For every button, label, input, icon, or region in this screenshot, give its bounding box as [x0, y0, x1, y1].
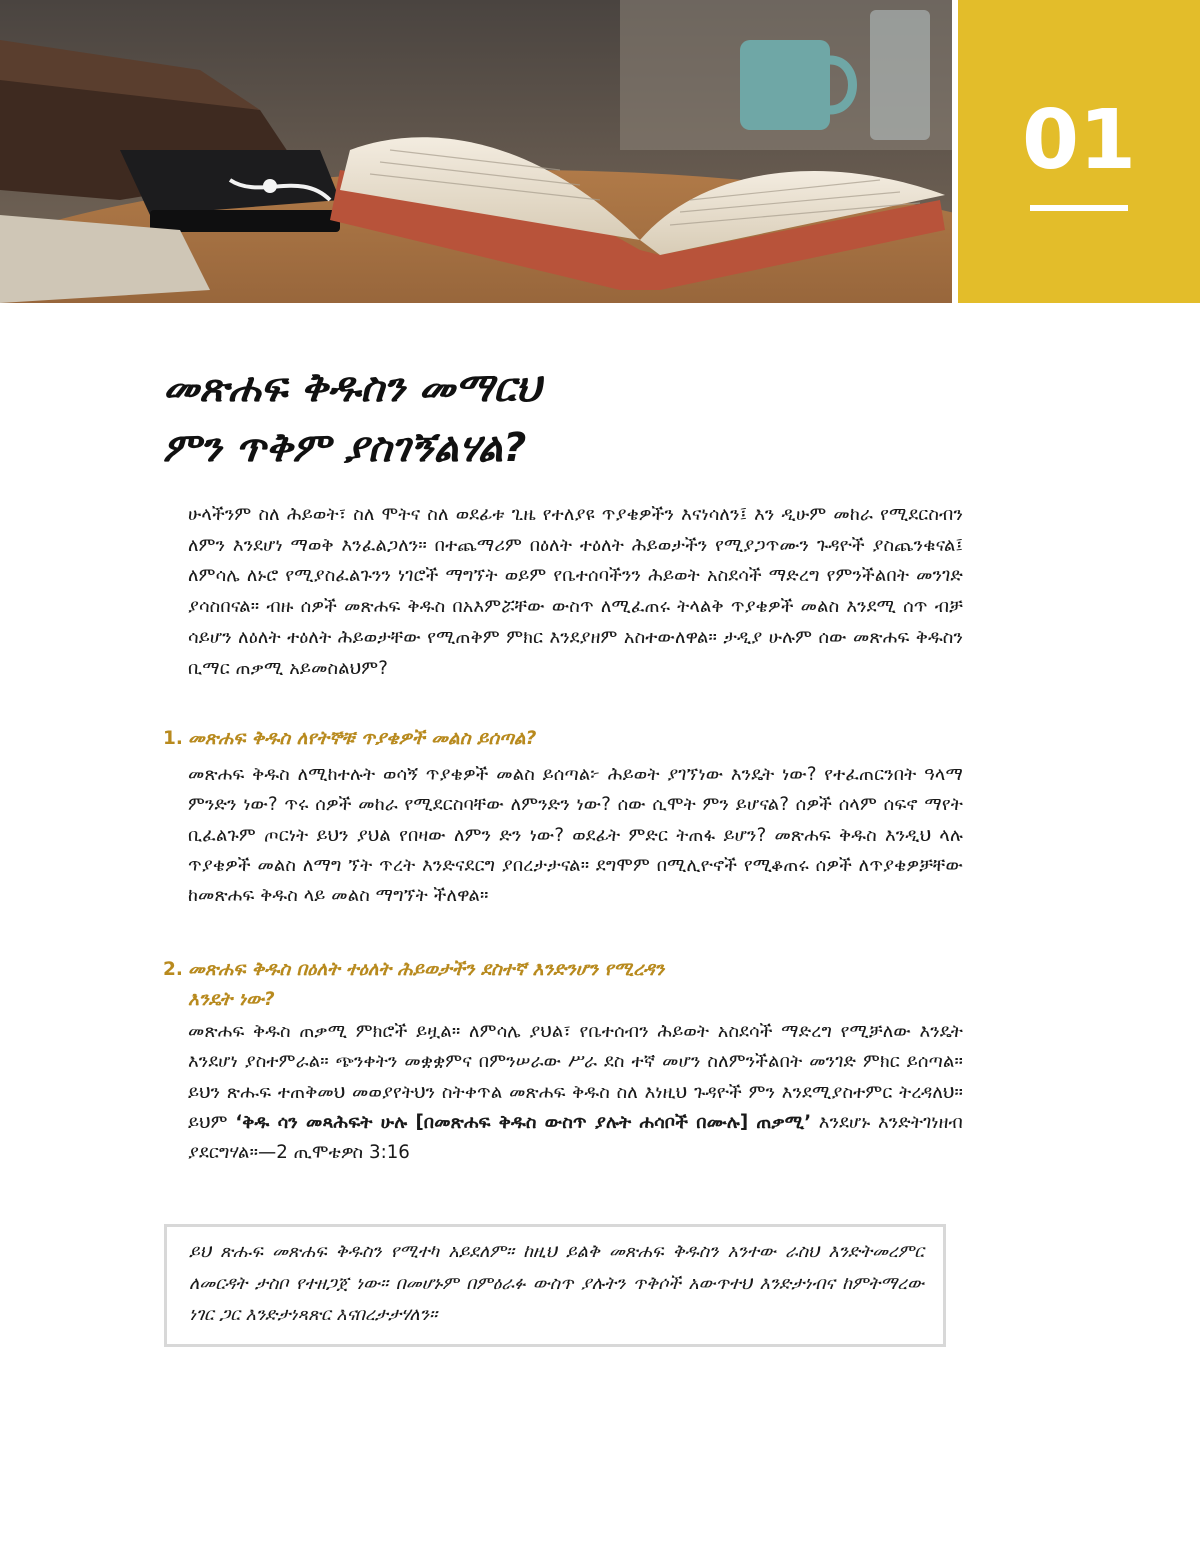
- question-heading-2: [163, 955, 963, 1015]
- chapter-number-box: [958, 0, 1200, 303]
- chapter-number: 01: [1021, 93, 1137, 188]
- note-box: [164, 1224, 946, 1347]
- page-title-line-2: ምን ጥቅም ያስገኝልሃል?: [163, 425, 527, 471]
- question-number: 2.: [163, 959, 183, 980]
- question-heading-text-line-2: እንዴት ነው?: [188, 989, 275, 1010]
- note-text: ይህ ጽሑፍ መጽሐፍ ቅዱስን የሚተካ አይደለም። ከዚህ ይልቅ መጽሐፍ ቅዱስን አንተው ራስህ እንድትመረምር ለመርዳት ታስቦ የተዘጋጀ ነው። በመሆኑም በምዕራፉ ውስጥ ያሉትን ጥቅሶች አውጥተህ እንድታነብና ከምትማረው ነገር ጋር እንድታነጻጽር እናበረታታሃለን።: [189, 1242, 924, 1325]
- question-heading-1: [163, 724, 963, 754]
- answer-paragraph-2: [188, 1017, 963, 1168]
- chapter-number-underline: [1030, 205, 1128, 211]
- question-heading-text: መጽሐፍ ቅዱስ በዕለት ተዕለት ሕይወታችን ደስተኛ እንድንሆን የሚረዳን: [188, 959, 665, 980]
- scripture-quote: ‘ቅዱ ሳን መጻሕፍት ሁሉ [በመጽሐፍ ቅዱስ ውስጥ ያሉት ሐሳቦች በሙሉ] ጠቃሚ’: [235, 1111, 812, 1133]
- open-bible-illustration: [0, 0, 952, 303]
- answer-text-end: እንደሆኑ እንድትገነዘብ ያደርግሃል።—2 ጢሞቴዎስ 3:16: [188, 1111, 963, 1164]
- answer-paragraph-1: መጽሐፍ ቅዱስ ለሚከተሉት ወሳኝ ጥያቄዎች መልስ ይሰጣል፦ ሕይወት ያገኘነው እንዴት ነው? የተፈጠርንበት ዓላማ ምንድን ነው? ጥሩ ሰዎች መከራ የሚደርስባቸው ለምንድን ነው? ሰው ሲሞት ምን ይሆናል? ሰዎች ሰላም ሰፍኖ ማየት ቢፈልጉም ጦርነት ይህን ያህል የበዛው ለምን ድን ነው? ወደፊት ምድር ትጠፋ ይሆን? መጽሐፍ ቅዱስ እንዲህ ላሉ ጥያቄዎች መልስ ለማግ ኘት ጥረት እንድናደርግ ያበረታታናል። ደግሞም በሚሊዮኖች የሚቆጠሩ ሰዎች ለጥያቄዎቻቸው ከመጽሐፍ ቅዱስ ላይ መልስ ማግኘት ችለዋል።: [188, 764, 963, 907]
- page-title: [163, 358, 963, 478]
- question-heading-text: መጽሐፍ ቅዱስ ለየትኞቹ ጥያቄዎች መልስ ይሰጣል?: [188, 728, 537, 749]
- question-number: 1.: [163, 728, 183, 749]
- page-title-line-1: መጽሐፍ ቅዱስን መማርህ: [163, 365, 541, 411]
- answer-text: መጽሐፍ ቅዱስ ጠቃሚ ምክሮች ይዟል። ለምሳሌ ያህል፣ የቤተሰብን ሕይወት አስደሳች ማድረግ የሚቻለው እንዴት እንደሆነ ያስተምራል። ጭንቀትን መቋቋምና በምንሠራው ሥራ ደስ ተኛ መሆን ስለምንችልበት መንገድ ምክር ይሰጣል። ይህን ጽሑፍ ተጠቅመህ መወያየትህን ስትቀጥል መጽሐፍ ቅዱስ ስለ እነዚህ ጉዳዮች ምን እንደሚያስተምር ትረዳለህ። ይህም: [188, 1021, 963, 1133]
- hero-photo: [0, 0, 952, 303]
- intro-paragraph: ሁላችንም ስለ ሕይወት፣ ስለ ሞትና ስለ ወደፊቱ ጊዜ የተለያዩ ጥያቄዎችን እናነሳለን፤ እን ዲሁም መከራ የሚደርስብን ለምን እንደሆነ ማወቅ እንፈልጋለን። በተጨማሪም በዕለት ተዕለት ሕይወታችን የሚያጋጥሙን ጉዳዮች ያስጨንቁናል፤ ለምሳሌ ለኑሮ የሚያስፈልጉንን ነገሮች ማግኘት ወይም የቤተሰባችንን ሕይወት አስደሳች ማድረግ የምንችልበት መንገድ ያሳስበናል። ብዙ ሰዎች መጽሐፍ ቅዱስ በአእምሯቸው ውስጥ ለሚፈጠሩ ትላልቅ ጥያቄዎች መልስ እንደሚ ሰጥ ብቻ ሳይሆን ለዕለት ተዕለት ሕይወታቸው የሚጠቅም ምክር እንደያዘም አስተውለዋል። ታዲያ ሁሉም ሰው መጽሐፍ ቅዱስን ቢማር ጠቃሚ አይመስልህም?: [188, 504, 963, 679]
